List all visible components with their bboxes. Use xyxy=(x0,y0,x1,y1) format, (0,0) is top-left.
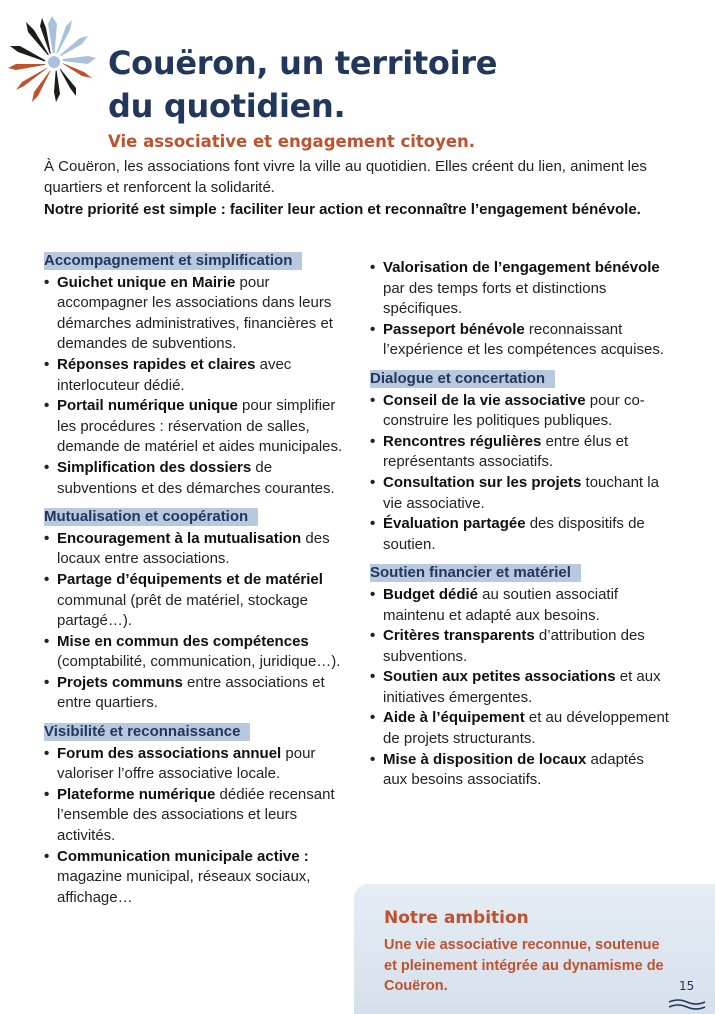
section-visibilite xyxy=(44,722,344,908)
ambition-text: Une vie associative reconnue, soutenue et pleinement intégrée au dynamisme de Couëron. xyxy=(384,937,664,994)
page-number: 15 xyxy=(679,979,695,993)
section-dialogue xyxy=(370,369,670,555)
section-mutualisation xyxy=(44,507,344,714)
list-item: • Guichet unique en Mairie pour accompagner les associations dans leurs démarches administratives, financières et demandes de subventions. xyxy=(44,273,344,355)
left-column xyxy=(44,251,344,916)
list-item: • Conseil de la vie associative pour co-construire les politiques publiques. xyxy=(370,391,670,432)
intro-text: À Couëron, les associations font vivre la ville au quotidien. Elles créent du lien, animent les quartiers et renforcent la solidarité. xyxy=(44,158,647,196)
list-item: • Forum des associations annuel pour valoriser l’offre associative locale. xyxy=(44,744,344,785)
section-valorisation xyxy=(370,258,670,361)
page-title xyxy=(108,42,497,128)
bullet-list xyxy=(370,258,670,361)
bullet-list xyxy=(370,585,670,791)
bullet-list xyxy=(370,391,670,556)
bullet-list xyxy=(44,273,344,500)
list-item: • Partage d’équipements et de matériel communal (prêt de matériel, stockage partagé…). xyxy=(44,570,344,632)
section-heading: Soutien financier et matériel xyxy=(370,564,581,582)
list-item: • Budget dédié au soutien associatif maintenu et adapté aux besoins. xyxy=(370,585,670,626)
section-soutien xyxy=(370,563,670,791)
bullet-list xyxy=(44,529,344,714)
wave-icon xyxy=(667,998,709,1010)
section-heading: Visibilité et reconnaissance xyxy=(44,723,250,741)
section-accompagnement xyxy=(44,251,344,499)
section-heading: Accompagnement et simplification xyxy=(44,252,302,270)
ambition-heading: Notre ambition xyxy=(384,908,529,928)
right-column xyxy=(370,257,670,799)
list-item: • Valorisation de l’engagement bénévole par des temps forts et distinctions spécifiques. xyxy=(370,258,670,320)
title-line-2: du quotidien. xyxy=(108,87,346,125)
list-item: • Rencontres régulières entre élus et représentants associatifs. xyxy=(370,432,670,473)
priority-statement: Notre priorité est simple : faciliter leur action et reconnaître l’engagement bénévole. xyxy=(44,201,641,218)
list-item: • Consultation sur les projets touchant la vie associative. xyxy=(370,473,670,514)
list-item: • Aide à l’équipement et au développement de projets structurants. xyxy=(370,708,670,749)
hands-logo-icon xyxy=(6,12,102,108)
list-item: • Plateforme numérique dédiée recensant l’ensemble des associations et leurs activités. xyxy=(44,785,344,847)
bullet-list xyxy=(44,744,344,909)
list-item: • Portail numérique unique pour simplifier les procédures : réservation de salles, demande de matériel et aides municipales. xyxy=(44,396,344,458)
ambition-box xyxy=(354,884,715,1014)
section-heading: Dialogue et concertation xyxy=(370,370,555,388)
list-item: • Projets communs entre associations et entre quartiers. xyxy=(44,673,344,714)
subtitle: Vie associative et engagement citoyen. xyxy=(108,132,476,151)
list-item: • Mise en commun des compétences (comptabilité, communication, juridique…). xyxy=(44,632,344,673)
section-heading: Mutualisation et coopération xyxy=(44,508,258,526)
list-item: • Communication municipale active : magazine municipal, réseaux sociaux, affichage… xyxy=(44,847,344,909)
list-item: • Réponses rapides et claires avec interlocuteur dédié. xyxy=(44,355,344,396)
list-item: • Soutien aux petites associations et aux initiatives émergentes. xyxy=(370,667,670,708)
title-line-1: Couëron, un territoire xyxy=(108,44,498,82)
list-item: • Critères transparents d’attribution des subventions. xyxy=(370,626,670,667)
list-item: • Encouragement à la mutualisation des locaux entre associations. xyxy=(44,529,344,570)
list-item: • Mise à disposition de locaux adaptés aux besoins associatifs. xyxy=(370,750,670,791)
list-item: • Passeport bénévole reconnaissant l’expérience et les compétences acquises. xyxy=(370,320,670,361)
list-item: • Évaluation partagée des dispositifs de soutien. xyxy=(370,514,670,555)
list-item: • Simplification des dossiers de subventions et des démarches courantes. xyxy=(44,458,344,499)
